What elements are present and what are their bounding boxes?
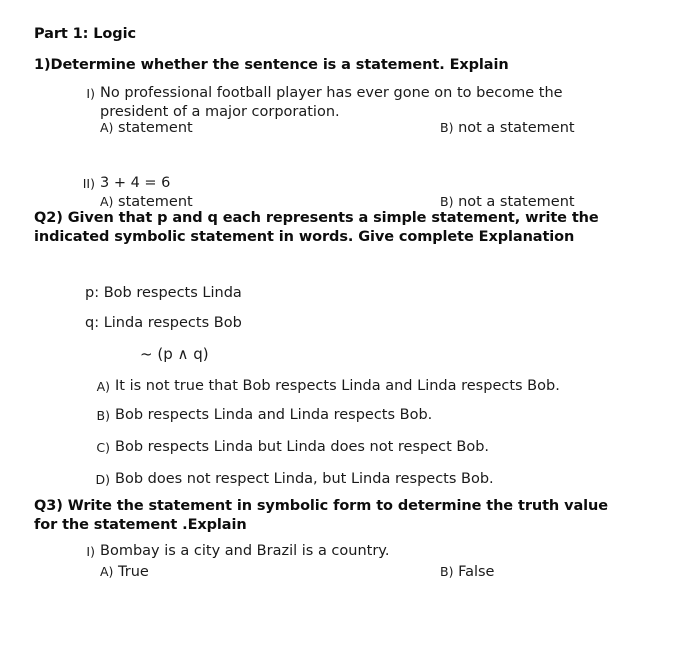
question-1-heading: 1)Determine whether the sentence is a statement. Explain bbox=[34, 57, 509, 73]
option-b-label: B) bbox=[440, 564, 454, 579]
question-2-choice-b[interactable] bbox=[96, 406, 433, 425]
option-a-text: statement bbox=[118, 194, 193, 210]
choice-text: Bob respects Linda but Linda does not respect Bob. bbox=[115, 439, 490, 455]
option-a[interactable] bbox=[100, 118, 193, 138]
question-1-item-1-options bbox=[100, 118, 620, 138]
question-3-item-1-options bbox=[100, 562, 620, 582]
option-a-text: True bbox=[118, 564, 149, 580]
item-numeral: I) bbox=[86, 544, 95, 559]
item-text: No professional football player has ever gone on to become the president of a major corporation. bbox=[100, 85, 563, 120]
option-b[interactable] bbox=[440, 562, 494, 582]
choice-label: A) bbox=[96, 379, 110, 394]
symbolic-expression: ~ (p ∧ q) bbox=[140, 345, 209, 363]
item-numeral: I) bbox=[86, 86, 95, 101]
option-b-text: False bbox=[458, 564, 495, 580]
question-3-item-1 bbox=[86, 542, 520, 561]
part-title: Part 1: Logic bbox=[34, 26, 136, 42]
option-a[interactable] bbox=[100, 562, 149, 582]
question-1-item-2 bbox=[82, 174, 520, 193]
item-text: Bombay is a city and Brazil is a country. bbox=[100, 543, 390, 559]
question-1-item-1 bbox=[86, 84, 605, 122]
option-b-label: B) bbox=[440, 120, 454, 135]
choice-text: Bob does not respect Linda, but Linda respects Bob. bbox=[115, 471, 494, 487]
question-2-choice-a[interactable] bbox=[96, 377, 560, 396]
option-a-text: statement bbox=[118, 120, 193, 136]
question-3-heading: Q3) Write the statement in symbolic form to determine the truth value for the statement .Explain bbox=[34, 498, 608, 533]
choice-label: B) bbox=[96, 408, 110, 423]
option-a-label: A) bbox=[100, 564, 114, 579]
choice-text: Bob respects Linda and Linda respects Bob. bbox=[115, 407, 433, 423]
choice-label: D) bbox=[95, 472, 110, 487]
choice-label: C) bbox=[96, 440, 110, 455]
choice-text: It is not true that Bob respects Linda and Linda respects Bob. bbox=[115, 378, 560, 394]
definition-p: p: Bob respects Linda bbox=[85, 285, 242, 301]
option-b-text: not a statement bbox=[458, 194, 575, 210]
option-b-text: not a statement bbox=[458, 120, 575, 136]
question-2-choice-d[interactable] bbox=[95, 470, 494, 489]
option-a-label: A) bbox=[100, 194, 114, 209]
question-2-heading: Q2) Given that p and q each represents a simple statement, write the indicated symbolic statement in words. Give complete Explanation bbox=[34, 210, 599, 245]
question-2-choice-c[interactable] bbox=[96, 438, 490, 457]
option-b[interactable] bbox=[440, 118, 575, 138]
option-b-label: B) bbox=[440, 194, 454, 209]
item-text: 3 + 4 = 6 bbox=[100, 175, 171, 191]
option-a-label: A) bbox=[100, 120, 114, 135]
item-numeral: II) bbox=[82, 176, 95, 191]
definition-q: q: Linda respects Bob bbox=[85, 315, 242, 331]
